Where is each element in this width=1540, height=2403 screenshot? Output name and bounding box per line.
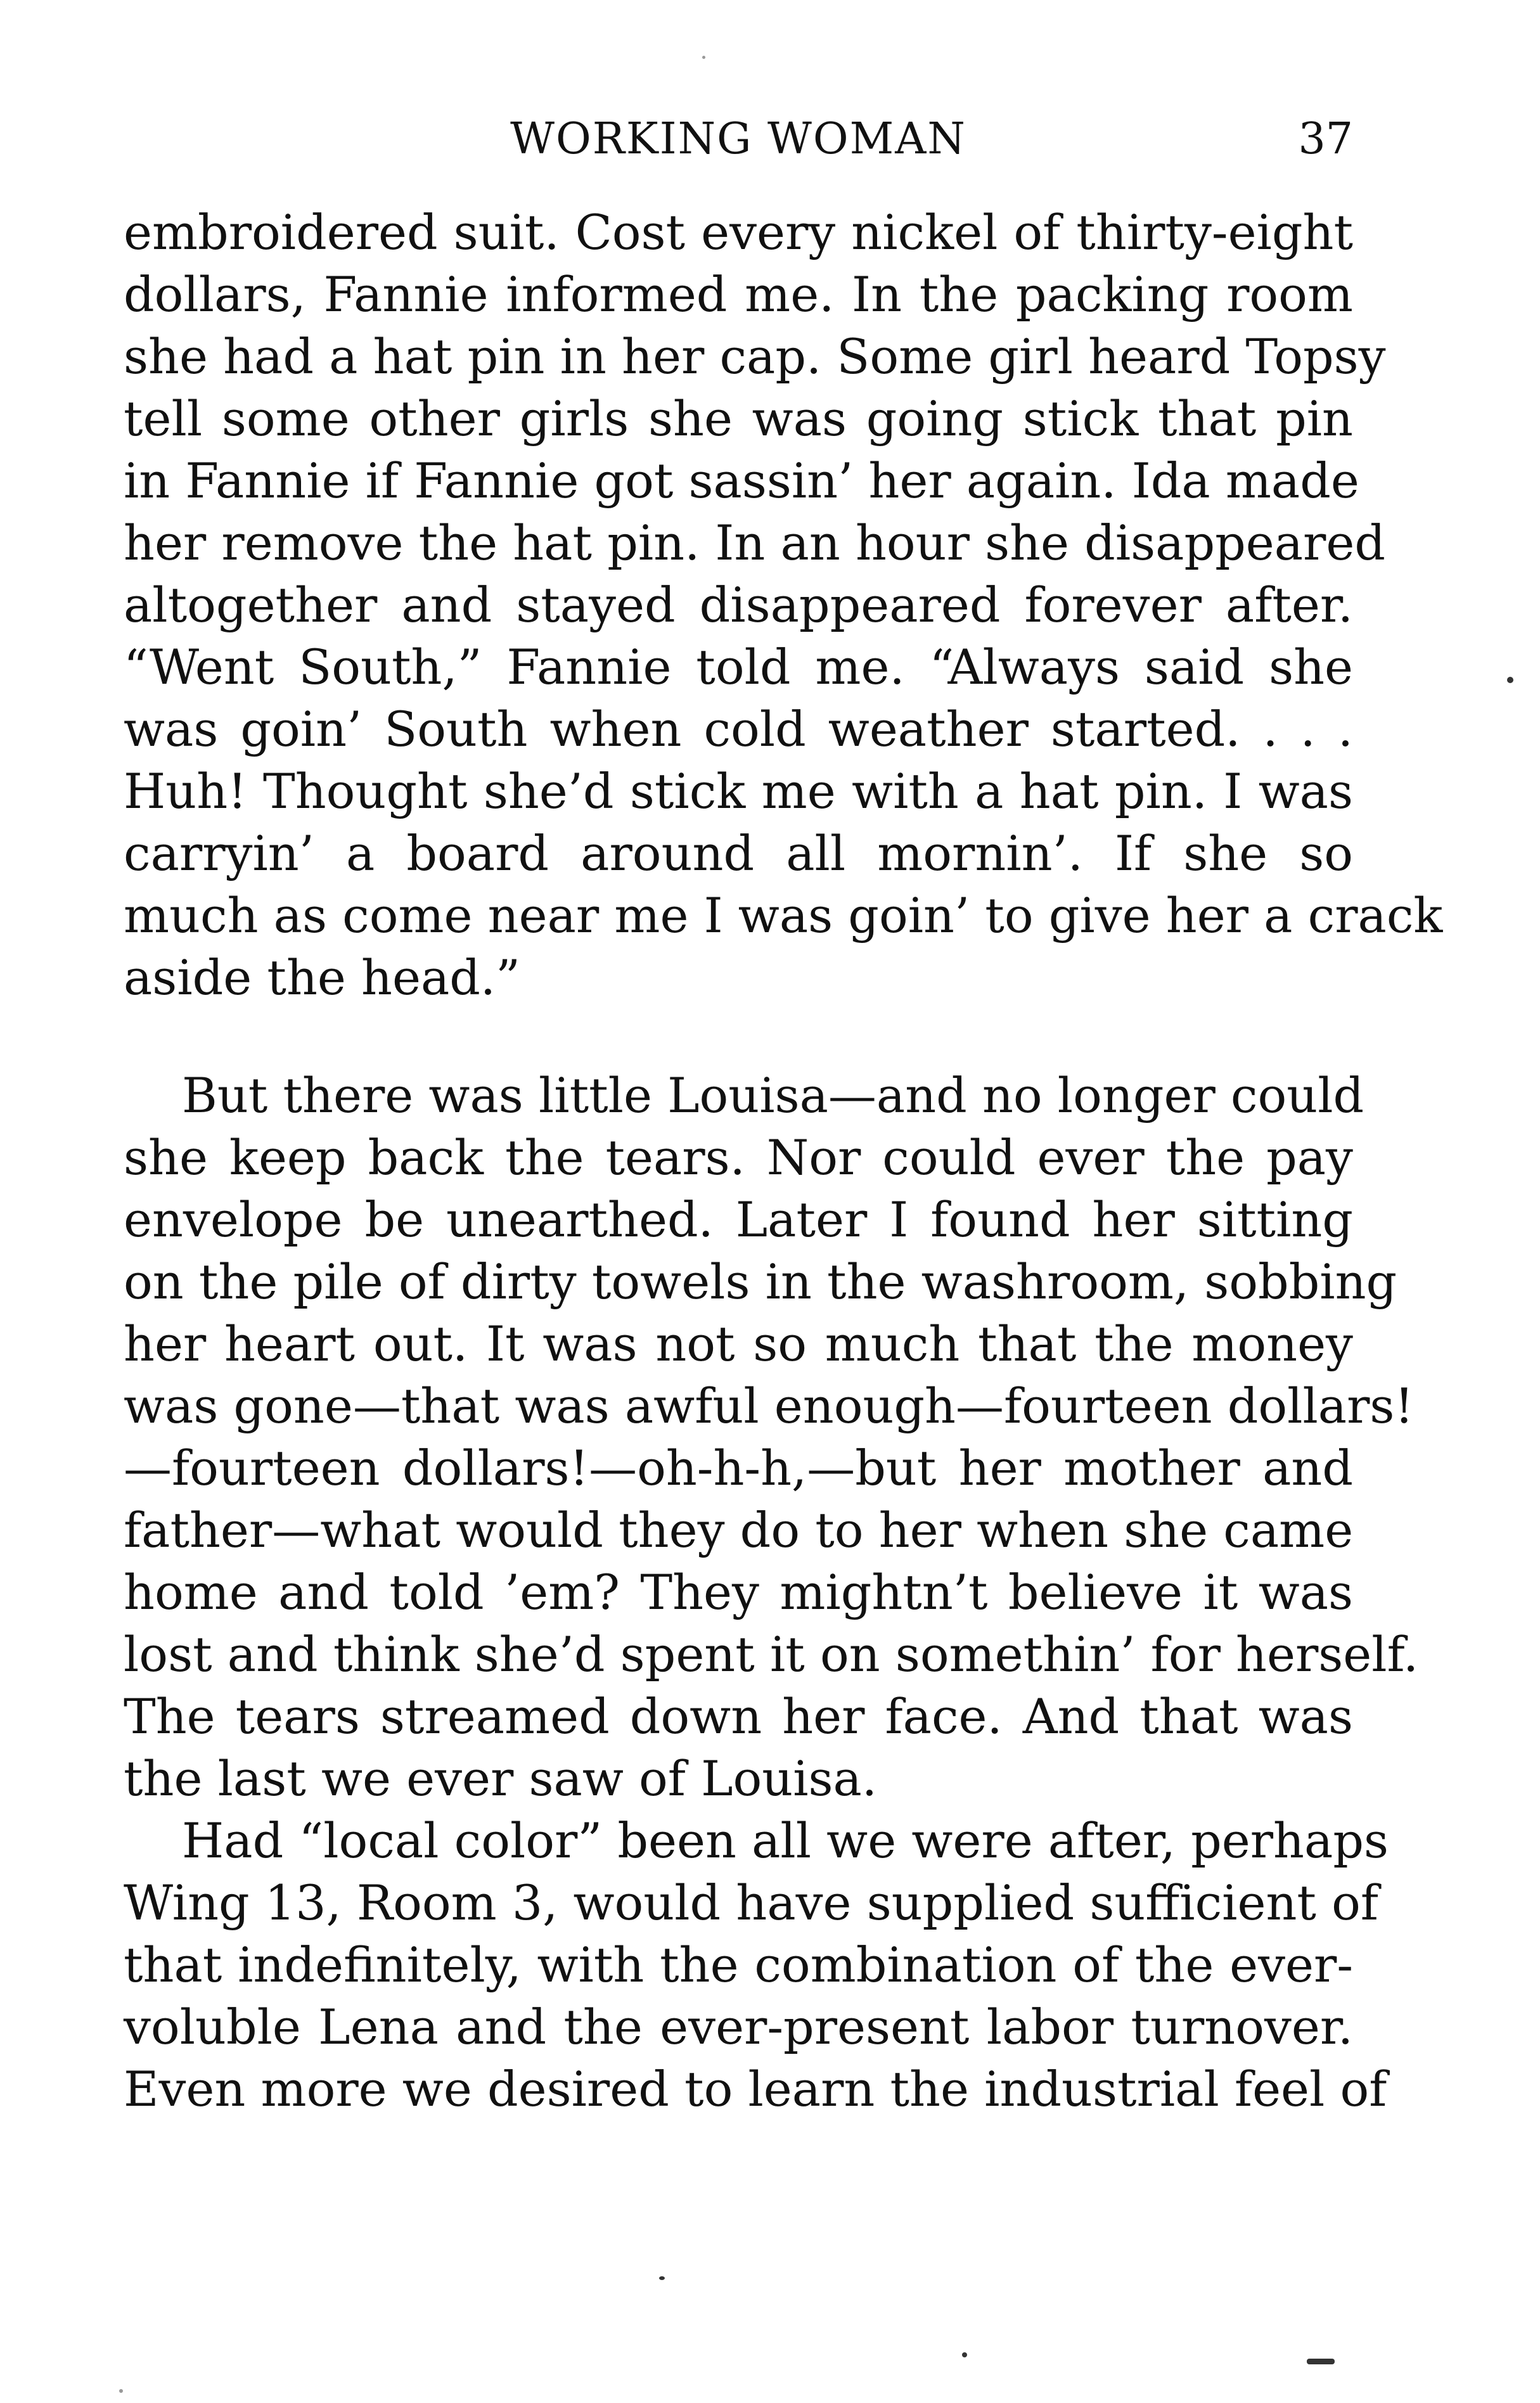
text-block-top bbox=[124, 202, 1443, 1009]
text-line: Wing 13, Room 3, would have supplied sufficient of bbox=[124, 1874, 1378, 1931]
text-line: Even more we desired to learn the industrial feel of bbox=[124, 2061, 1387, 2117]
scan-speck bbox=[1307, 2359, 1335, 2364]
text-line: tell some other girls she was going stick that pin bbox=[124, 390, 1353, 447]
scan-speck bbox=[962, 2352, 967, 2357]
page-number: 37 bbox=[1298, 114, 1353, 164]
text-line: she keep back the tears. Nor could ever the pay bbox=[124, 1129, 1353, 1186]
text-line: aside the head.” bbox=[124, 949, 520, 1006]
scan-speck bbox=[659, 2276, 665, 2280]
scan-speck bbox=[119, 2389, 123, 2393]
text-line: altogether and stayed disappeared forever after. bbox=[124, 577, 1353, 633]
text-line: carryin’ a board around all mornin’. If she so bbox=[124, 825, 1353, 881]
text-block-bottom bbox=[124, 1065, 1419, 2120]
text-line: was gone—that was awful enough—fourteen dollars! bbox=[124, 1378, 1414, 1434]
text-line: that indefinitely, with the combination of the ever- bbox=[124, 1937, 1353, 1993]
text-line: Had “local color” been all we were after, perhaps bbox=[182, 1812, 1389, 1869]
text-line: in Fannie if Fannie got sassin’ her again. Ida made bbox=[124, 452, 1359, 509]
text-line: her remove the hat pin. In an hour she disappeared bbox=[124, 515, 1385, 571]
scan-speck bbox=[1507, 677, 1513, 683]
text-line: much as come near me I was goin’ to give her a crack bbox=[124, 887, 1443, 944]
text-line: the last we ever saw of Louisa. bbox=[124, 1750, 878, 1807]
text-line: on the pile of dirty towels in the washroom, sobbing bbox=[124, 1253, 1397, 1310]
text-line: —fourteen dollars!—oh-h-h,—but her mother and bbox=[124, 1440, 1353, 1496]
paragraph-1 bbox=[124, 202, 1443, 1009]
paragraph-3 bbox=[124, 1810, 1389, 2120]
paragraph-2 bbox=[124, 1065, 1419, 1810]
text-line: Huh! Thought she’d stick me with a hat pin. I was bbox=[124, 763, 1353, 819]
text-line: But there was little Louisa—and no longer could bbox=[182, 1067, 1364, 1124]
text-line: her heart out. It was not so much that the money bbox=[124, 1316, 1353, 1372]
page-header bbox=[124, 114, 1353, 184]
text-line: was goin’ South when cold weather started. . . . bbox=[124, 701, 1353, 757]
text-line: dollars, Fannie informed me. In the packing room bbox=[124, 266, 1353, 323]
text-line: she had a hat pin in her cap. Some girl heard Topsy bbox=[124, 328, 1386, 385]
text-line: father—what would they do to her when she came bbox=[124, 1502, 1354, 1558]
running-title: WORKING WOMAN bbox=[510, 114, 966, 164]
text-line: voluble Lena and the ever-present labor turnover. bbox=[124, 1999, 1353, 2055]
text-line: lost and think she’d spent it on somethin’ for herself. bbox=[124, 1626, 1419, 1682]
scan-speck bbox=[702, 56, 705, 59]
text-line: embroidered suit. Cost every nickel of thirty-eight bbox=[124, 204, 1353, 260]
text-line: envelope be unearthed. Later I found her sitting bbox=[124, 1191, 1353, 1248]
text-line: The tears streamed down her face. And that was bbox=[124, 1688, 1353, 1745]
text-line: “Went South,” Fannie told me. “Always said she bbox=[124, 639, 1353, 695]
text-line: home and told ’em? They mightn’t believe it was bbox=[124, 1564, 1353, 1620]
